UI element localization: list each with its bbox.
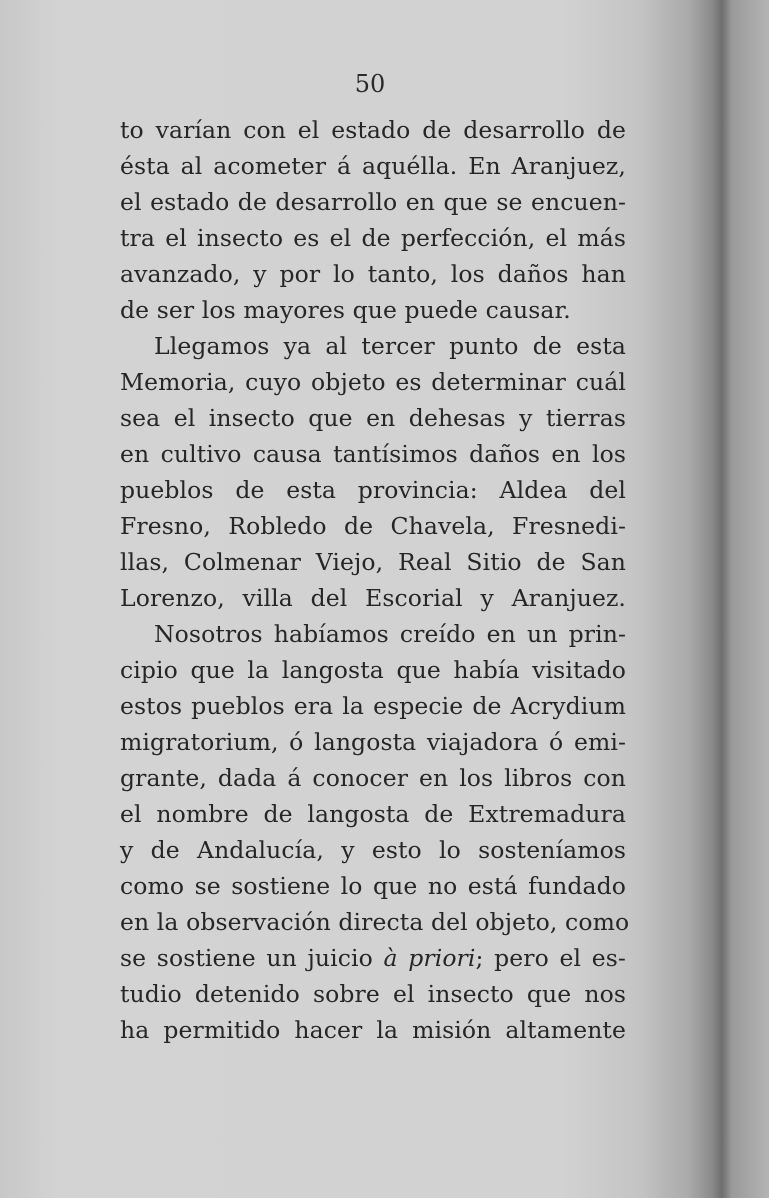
text-line: to varían con el estado de desarrollo de [120,116,626,144]
text-line: estos pueblos era la especie de Acrydium [120,692,626,720]
text-line: sea el insecto que en dehesas y tierras [120,404,626,432]
text-line: Nosotros habíamos creído en un prin- [154,620,626,648]
text-line: cipio que la langosta que había visitado [120,656,626,684]
text-line: como se sostiene lo que no está fundado [120,872,626,900]
text-line: el nombre de langosta de Extremadura [120,800,626,828]
text-line: se sostiene un juicio à priori; pero el es- [120,944,626,972]
text-line: pueblos de esta provincia: Aldea del [120,476,626,504]
text-line: Llegamos ya al tercer punto de esta [154,332,626,360]
body-text [120,112,630,1048]
text-line: llas, Colmenar Viejo, Real Sitio de San [120,548,626,576]
page-number: 50 [354,70,386,98]
text-line: Fresno, Robledo de Chavela, Fresnedi- [120,512,626,540]
text-line: el estado de desarrollo en que se encuen- [120,188,626,216]
text-line: Memoria, cuyo objeto es determinar cuál [120,368,626,396]
text-line: ésta al acometer á aquélla. En Aranjuez, [120,152,626,180]
text-line: y de Andalucía, y esto lo sosteníamos [120,836,626,864]
text-line: tudio detenido sobre el insecto que nos [120,980,626,1008]
text-line: en cultivo causa tantísimos daños en los [120,440,626,468]
text-line: Lorenzo, villa del Escorial y Aranjuez. [120,584,626,612]
text-line: de ser los mayores que puede causar. [120,296,571,324]
text-line: tra el insecto es el de perfección, el más [120,224,626,252]
italic-phrase: à priori [383,944,476,972]
text-line: ha permitido hacer la misión altamente [120,1016,626,1044]
text-line: en la observación directa del objeto, como [120,908,630,936]
text-line: grante, dada á conocer en los libros con [120,764,626,792]
text-line: migratorium, ó langosta viajadora ó emi- [120,728,626,756]
text-line: avanzado, y por lo tanto, los daños han [120,260,626,288]
